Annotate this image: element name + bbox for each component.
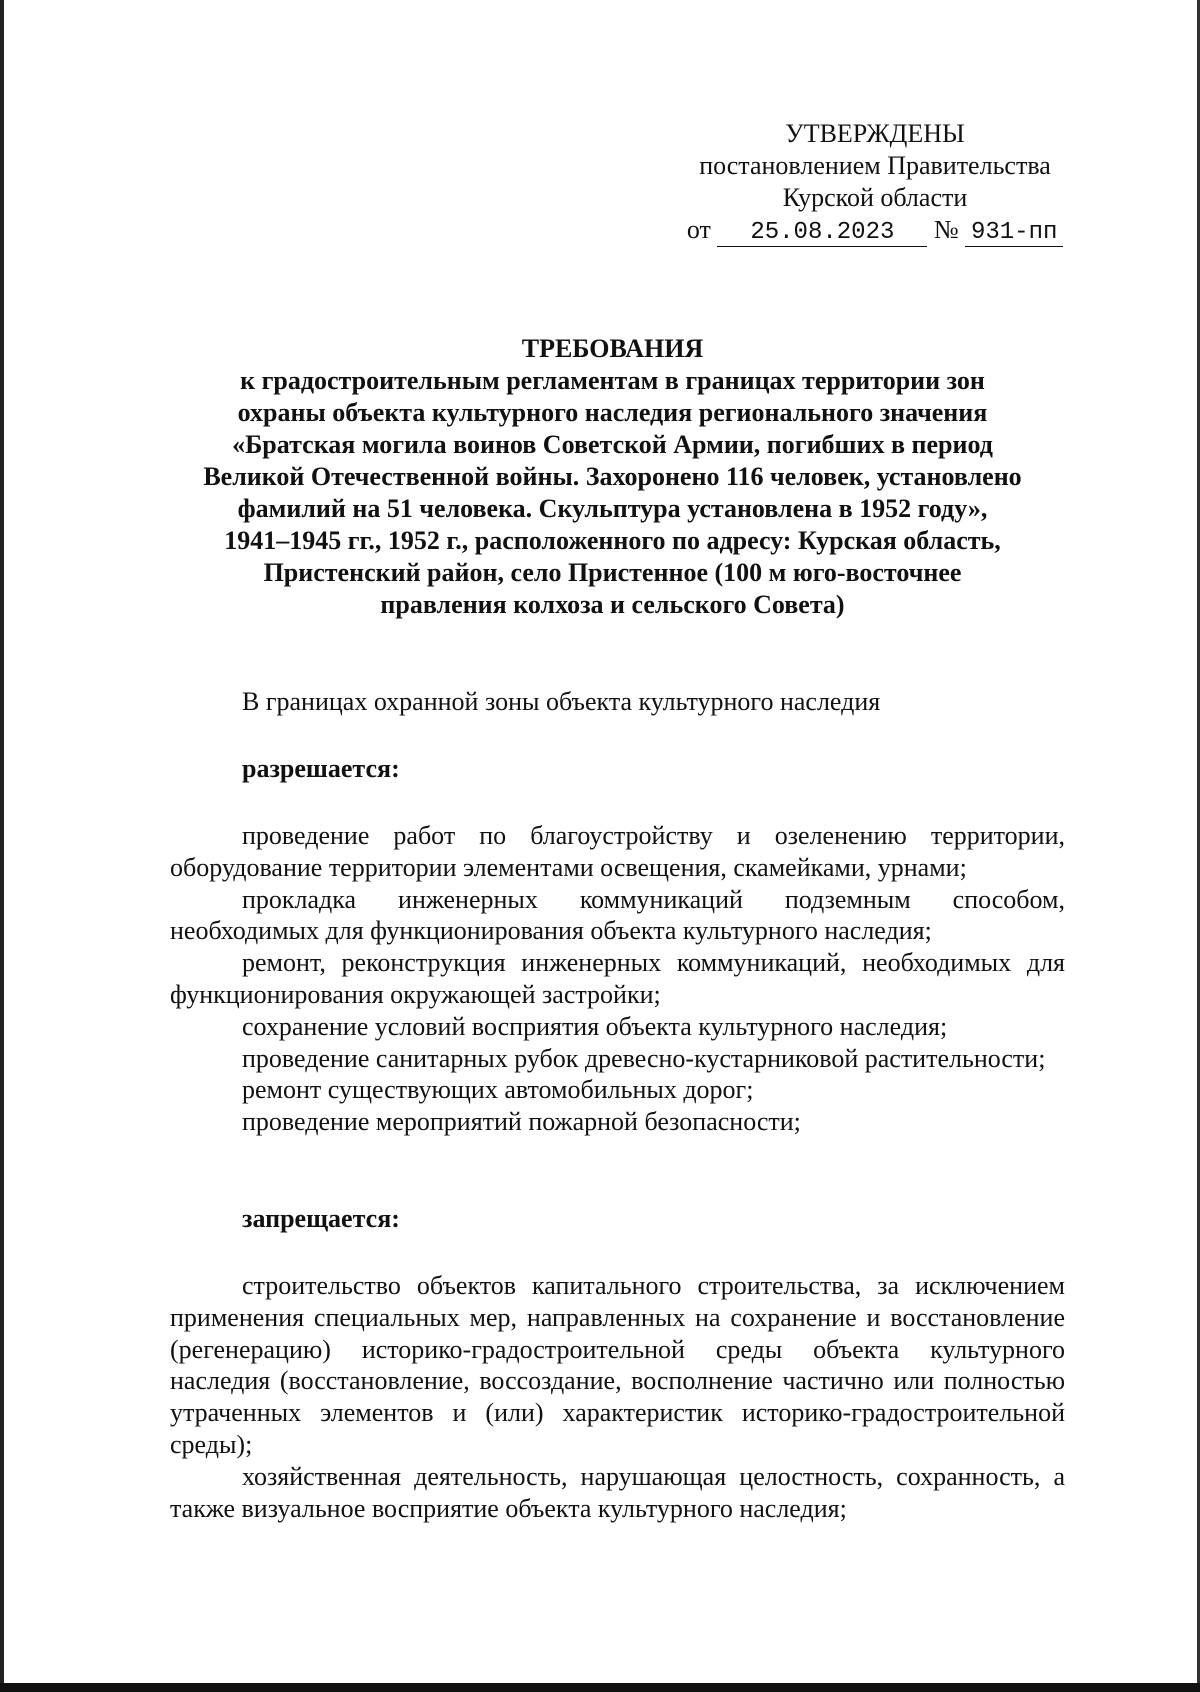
- title-subtitle-line-8: правления колхоза и сельского Совета): [380, 590, 845, 619]
- intro-paragraph: [170, 686, 1065, 718]
- forbidden-list: [170, 1270, 1065, 1524]
- scan-edge-bottom: [0, 1683, 1200, 1692]
- forbidden-item: хозяйственная деятельность, нарушающая целостность, сохранность, а также визуальное восприятие объекта культурного наследия;: [170, 1461, 1065, 1523]
- number-prefix: №: [933, 215, 959, 244]
- approval-stamp-block: [680, 118, 1070, 247]
- title-subtitle-line-3: «Братская могила воинов Советской Армии, погибших в период: [232, 430, 993, 459]
- intro-text: В границах охранной зоны объекта культурного наследия: [242, 687, 881, 716]
- allowed-label: разрешается:: [242, 754, 400, 783]
- title-subtitle-line-6: 1941–1945 гг., 1952 г., расположенного по адресу: Курская область,: [224, 526, 1001, 555]
- allowed-item: прокладка инженерных коммуникаций подземным способом, необходимых для функционирования объекта культурного наследия;: [170, 884, 1065, 946]
- approval-date-line: [680, 214, 1070, 247]
- allowed-item: ремонт существующих автомобильных дорог;: [242, 1075, 754, 1105]
- allowed-item: ремонт, реконструкция инженерных коммуникаций, необходимых для функционирования окружающей застройки;: [170, 948, 1065, 1009]
- title-heading: ТРЕБОВАНИЯ: [521, 334, 704, 363]
- title-subtitle-line-5: фамилий на 51 человека. Скульптура установлена в 1952 году»,: [237, 494, 988, 523]
- approval-title: УТВЕРЖДЕНЫ: [785, 119, 965, 148]
- forbidden-label: запрещается:: [242, 1204, 400, 1233]
- allowed-item: сохранение условий восприятия объекта культурного наследия;: [242, 1011, 948, 1041]
- title-subtitle-line-7: Пристенский район, село Пристенное (100 м юго-восточнее: [263, 558, 962, 587]
- title-subtitle-line-1: к градостроительным регламентам в границах территории зон: [240, 366, 985, 395]
- title-subtitle-line-2: охраны объекта культурного наследия регионального значения: [237, 398, 988, 427]
- allowed-item: проведение мероприятий пожарной безопасности;: [242, 1107, 801, 1137]
- date-prefix: от: [686, 215, 711, 244]
- forbidden-item: строительство объектов капитального строительства, за исключением применения специальных мер, направленных на сохранение и восстановление (регенерацию) историко-градостроительной среды объекта культурного наследия (восстановление, воссоздание, восполнение частично или полностью утраченных элементов и (или) характеристик историко-градостроительной среды);: [170, 1271, 1065, 1459]
- scan-edge-left: [0, 0, 4, 1692]
- allowed-list: [170, 820, 1065, 1138]
- title-subtitle-line-4: Великой Отечественной войны. Захоронено 116 человек, установлено: [203, 462, 1022, 491]
- approval-region: Курской области: [782, 183, 968, 212]
- approval-date: 25.08.2023: [717, 220, 927, 247]
- approval-number: 931-пп: [965, 220, 1063, 247]
- allowed-item: проведение работ по благоустройству и озеленению территории, оборудование территории элементами освещения, скамейками, урнами;: [170, 821, 1065, 882]
- allowed-item: проведение санитарных рубок древесно-кустарниковой растительности;: [242, 1043, 1046, 1073]
- approval-issuer: постановлением Правительства: [699, 151, 1051, 180]
- document-title: [160, 333, 1065, 621]
